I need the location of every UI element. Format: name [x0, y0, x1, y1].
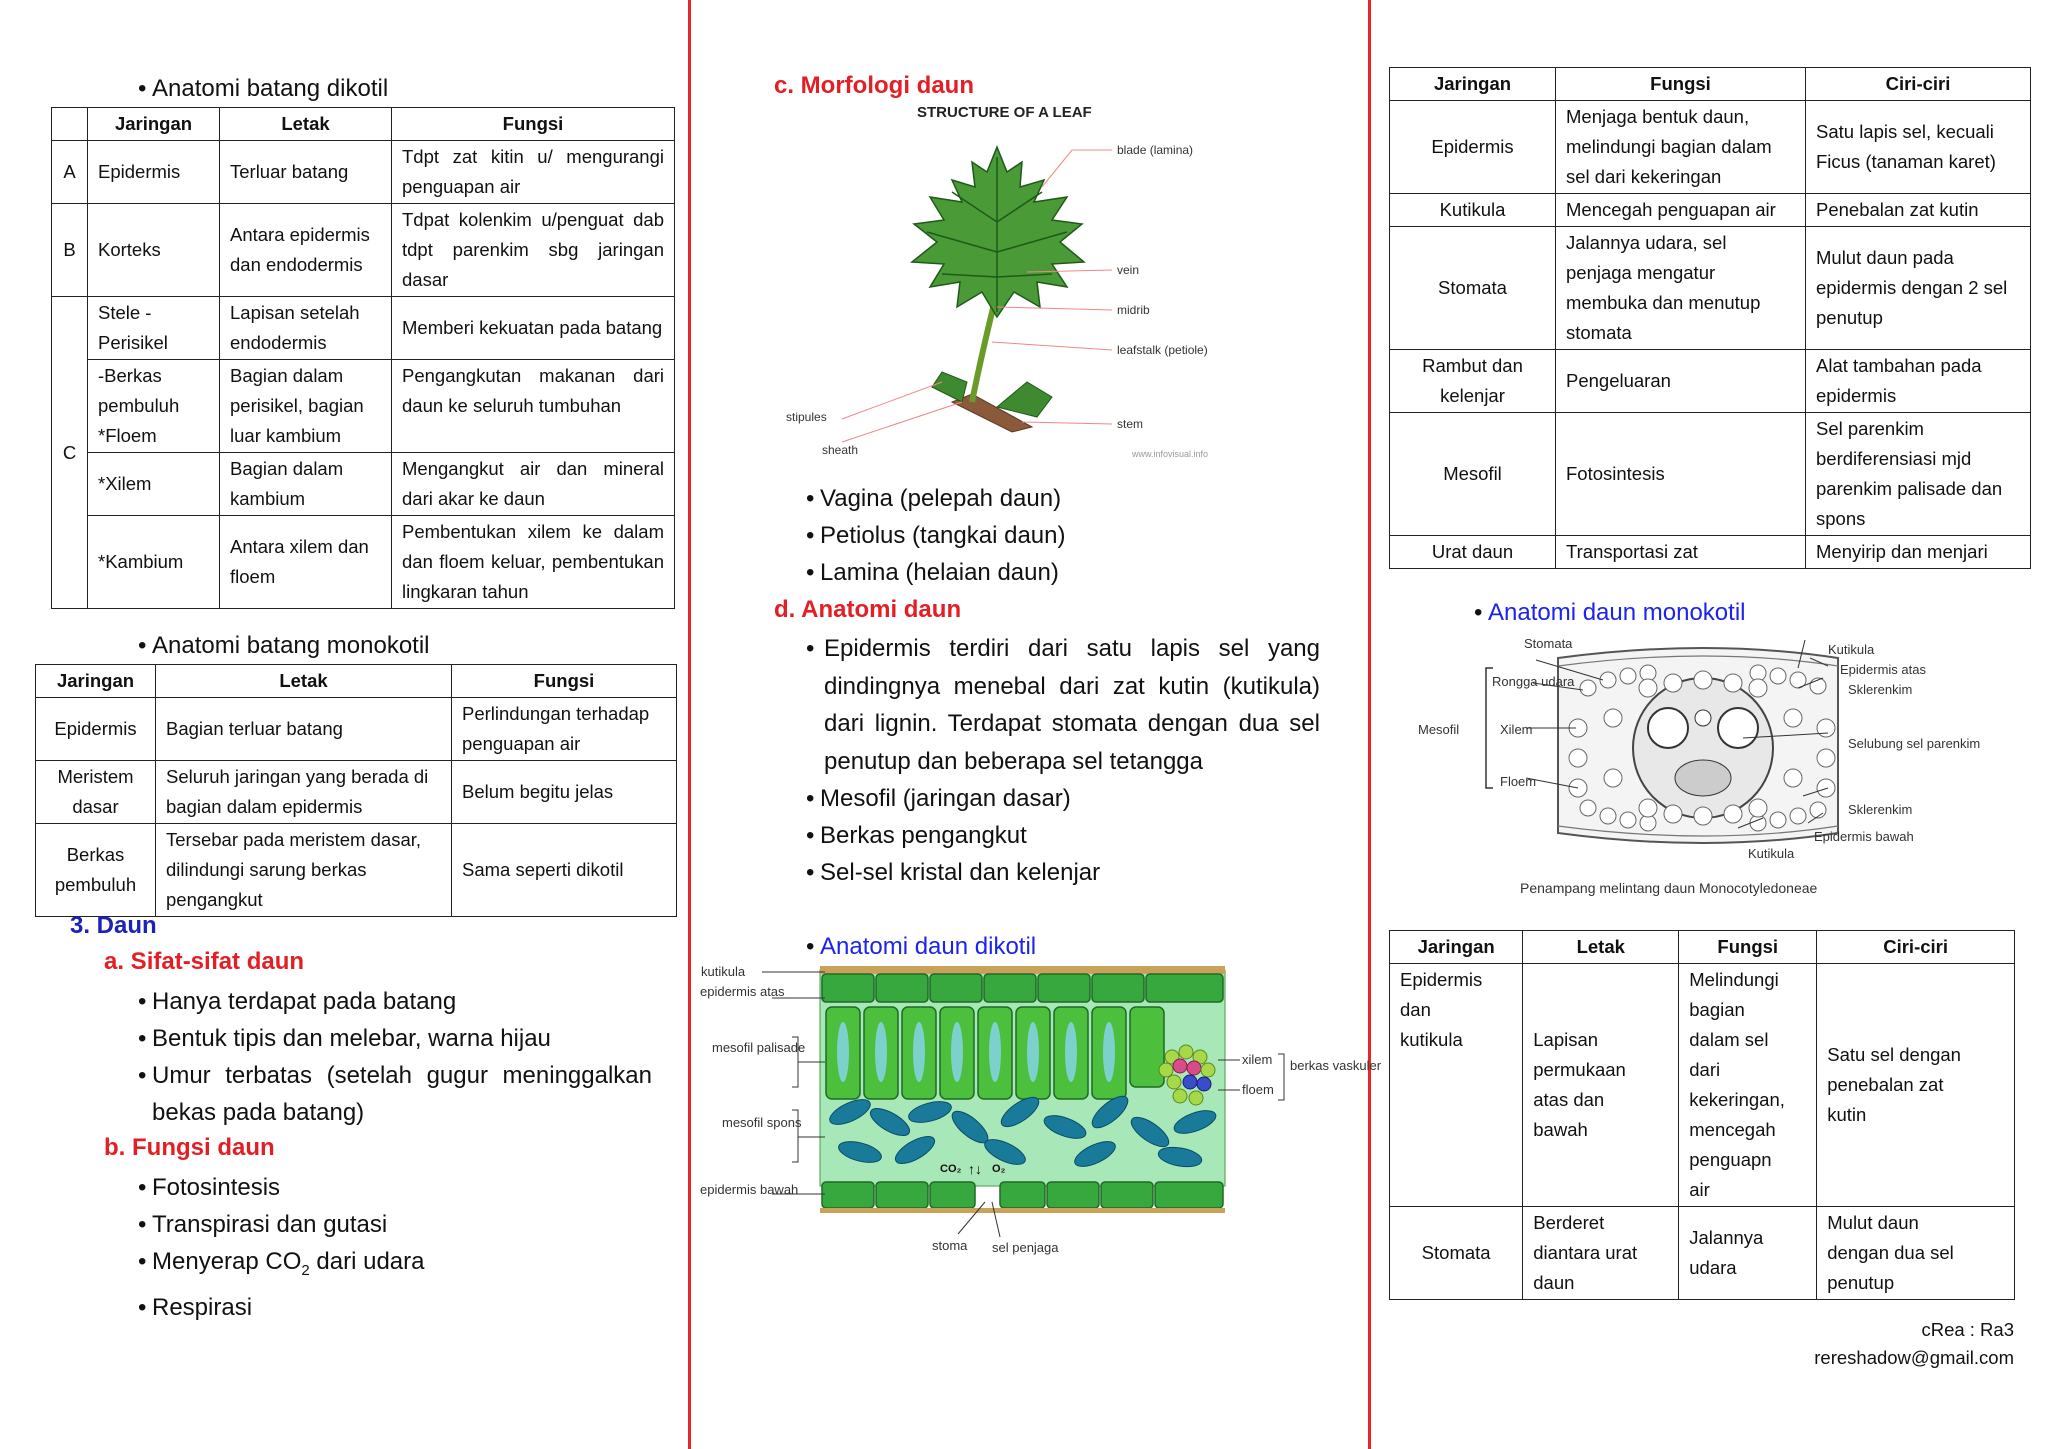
- figure-title: STRUCTURE OF A LEAF: [917, 104, 1092, 121]
- row-group: A: [52, 141, 88, 204]
- label-sklerenkim-bottom: Sklerenkim: [1848, 802, 1913, 817]
- table-cell: Mulut daun pada epidermis dengan 2 sel penutup: [1806, 227, 2031, 350]
- table-cell: Epidermis dan kutikula: [1390, 964, 1523, 1207]
- table-cell: Seluruh jaringan yang berada di bagian dalam epidermis: [156, 761, 452, 824]
- svg-text:↑↓: ↑↓: [968, 1161, 982, 1177]
- label-stipules: stipules: [786, 410, 827, 424]
- table-cell: Bagian dalam perisikel, bagian luar kambium: [220, 360, 392, 453]
- col-header: Letak: [1523, 931, 1679, 964]
- credit-name: cRea : Ra3: [1921, 1319, 2014, 1340]
- table-cell: *Kambium: [88, 516, 220, 609]
- table-cell: Stele -Perisikel: [88, 297, 220, 360]
- label-kutikula: kutikula: [701, 964, 746, 979]
- col-header: Jaringan: [1390, 68, 1556, 101]
- table-row: [1390, 194, 2031, 227]
- table-cell: Mulut daun dengan dua sel penutup: [1817, 1207, 2015, 1300]
- table-cell: Epidermis: [88, 141, 220, 204]
- list-item: • Umur terbatas (setelah gugur meninggalkan bekas pada batang): [138, 1062, 652, 1126]
- table-cell: Sama seperti dikotil: [452, 824, 677, 917]
- table-cell: Pembentukan xilem ke dalam dan floem keluar, pembentukan lingkaran tahun: [392, 516, 675, 609]
- table-cell: Lapisan permukaan atas dan bawah: [1523, 964, 1679, 1207]
- label-sklerenkim-top: Sklerenkim: [1848, 682, 1913, 697]
- batang-dikotil-table: [51, 107, 675, 609]
- table-cell: Tdpat kolenkim u/penguat dab tdpt parenkim sbg jaringan dasar: [392, 204, 675, 297]
- col-header: Fungsi: [452, 665, 677, 698]
- table-row: [1390, 1207, 2015, 1300]
- table-cell: Epidermis: [1390, 101, 1556, 194]
- col-header: Ciri-ciri: [1806, 68, 2031, 101]
- list-item: • Mesofil (jaringan dasar): [806, 785, 1071, 812]
- label-epidermis-atas: Epidermis atas: [1840, 662, 1926, 677]
- table-cell: Lapisan setelah endodermis: [220, 297, 392, 360]
- label-stem: stem: [1117, 417, 1144, 431]
- list-item: • Fotosintesis: [138, 1174, 281, 1201]
- figure-caption: Penampang melintang daun Monocotyledoneae: [1520, 880, 1818, 896]
- table-cell: Transportasi zat: [1556, 536, 1806, 569]
- table-cell: Mengangkut air dan mineral dari akar ke daun: [392, 453, 675, 516]
- table-row: [1390, 413, 2031, 536]
- table-cell: Satu sel dengan penebalan zat kutin: [1817, 964, 2015, 1207]
- table-cell: Alat tambahan pada epidermis: [1806, 350, 2031, 413]
- table-cell: Mencegah penguapan air: [1556, 194, 1806, 227]
- table-cell: Berderet diantara urat daun: [1523, 1207, 1679, 1300]
- table-cell: Tersebar pada meristem dasar, dilindungi sarung berkas pengangkut: [156, 824, 452, 917]
- list-item: • Transpirasi dan gutasi: [138, 1211, 388, 1238]
- author-credit: [1814, 1316, 2014, 1372]
- table-row: [52, 360, 675, 453]
- table-cell: Bagian terluar batang: [156, 698, 452, 761]
- fungsi-daun-heading: b. Fungsi daun: [104, 1134, 275, 1161]
- column-divider-left: [688, 0, 691, 1449]
- table-cell: Kutikula: [1390, 194, 1556, 227]
- col-header-blank: [52, 108, 88, 141]
- dikotil-leaf-figure: [700, 962, 1382, 1262]
- list-item: • Sel-sel kristal dan kelenjar: [806, 859, 1101, 886]
- label-sel-penjaga: sel penjaga: [992, 1240, 1059, 1255]
- table-row: [1390, 227, 2031, 350]
- table-cell: Berkas pembuluh: [36, 824, 156, 917]
- jaringan-daun-table: [1389, 67, 2031, 569]
- table-cell: Sel parenkim berdiferensiasi mjd parenkim palisade dan spons: [1806, 413, 2031, 536]
- col-header: Letak: [220, 108, 392, 141]
- label-xilem: xilem: [1242, 1052, 1273, 1067]
- label-blade: blade (lamina): [1117, 143, 1194, 157]
- label-rongga-udara: Rongga udara: [1492, 674, 1575, 689]
- morfologi-daun-heading: c. Morfologi daun: [774, 72, 974, 99]
- table-row: [1390, 350, 2031, 413]
- table-row: [36, 824, 677, 917]
- table-cell: *Xilem: [88, 453, 220, 516]
- label-epidermis-bawah: epidermis bawah: [700, 1182, 799, 1197]
- dikotil-heading: • Anatomi batang dikotil: [138, 75, 389, 102]
- label-midrib: midrib: [1117, 303, 1150, 317]
- monokotil-leaf-figure: [1408, 628, 1981, 904]
- table-cell: Perlindungan terhadap penguapan air: [452, 698, 677, 761]
- sifat-daun-list: [138, 983, 652, 1131]
- table-cell: Antara xilem dan floem: [220, 516, 392, 609]
- list-item: • Respirasi: [138, 1293, 253, 1321]
- table-cell: Menyirip dan menjari: [1806, 536, 2031, 569]
- label-xilem: Xilem: [1500, 722, 1533, 737]
- figure-credit: www.infovisual.info: [1132, 449, 1209, 459]
- list-item: • Menyerap $CO_2$ dari udara: [138, 1248, 425, 1279]
- table-cell: -Berkas pembuluh *Floem: [88, 360, 220, 453]
- sifat-daun-heading: a. Sifat-sifat daun: [104, 948, 305, 975]
- fungsi-daun-list: [138, 1169, 424, 1326]
- table-cell: Belum begitu jelas: [452, 761, 677, 824]
- table-cell: Jalannya udara, sel penjaga mengatur membuka dan menutup stomata: [1556, 227, 1806, 350]
- table-cell: Terluar batang: [220, 141, 392, 204]
- list-item: • Vagina (pelepah daun): [806, 485, 1062, 512]
- row-group: B: [52, 204, 88, 297]
- label-berkas-vaskuler: berkas vaskuler: [1290, 1058, 1382, 1073]
- col-header: Jaringan: [1390, 931, 1523, 964]
- table-row: [1390, 964, 2015, 1207]
- o2-label: O₂: [992, 1163, 1006, 1175]
- table-cell: Stomata: [1390, 1207, 1523, 1300]
- monokotil-leaf-heading: • Anatomi daun monokotil: [1474, 599, 1746, 626]
- table-cell: Memberi kekuatan pada batang: [392, 297, 675, 360]
- anatomi-daun-heading: d. Anatomi daun: [774, 596, 962, 623]
- co2-label: CO₂: [940, 1163, 962, 1175]
- col-header: Letak: [156, 665, 452, 698]
- table-cell: Melindungi bagian dalam sel dari kekeringan, mencegah penguapn air: [1679, 964, 1817, 1207]
- table-row: [52, 141, 675, 204]
- label-kutikula-top: Kutikula: [1828, 642, 1875, 657]
- table-cell: Pengangkutan makanan dari daun ke seluruh tumbuhan: [392, 360, 675, 453]
- table-cell: Mesofil: [1390, 413, 1556, 536]
- table-cell: Stomata: [1390, 227, 1556, 350]
- label-floem: floem: [1242, 1082, 1274, 1097]
- table-cell: Rambut dan kelenjar: [1390, 350, 1556, 413]
- batang-monokotil-table: [35, 664, 677, 917]
- col-header: Fungsi: [1556, 68, 1806, 101]
- table-row: [52, 516, 675, 609]
- monokotil-heading: • Anatomi batang monokotil: [138, 632, 430, 659]
- table-row: [52, 204, 675, 297]
- table-row: [52, 453, 675, 516]
- label-mesofil: Mesofil: [1418, 722, 1460, 737]
- table-cell: Korteks: [88, 204, 220, 297]
- label-stoma: stoma: [932, 1238, 968, 1253]
- anatomi-list: [806, 630, 1320, 891]
- label-mesofil-palisade: mesofil palisade: [712, 1040, 806, 1055]
- table-row: [1390, 536, 2031, 569]
- list-item: • Hanya terdapat pada batang: [138, 988, 457, 1015]
- table-cell: Satu lapis sel, kecuali Ficus (tanaman karet): [1806, 101, 2031, 194]
- table-cell: Meristem dasar: [36, 761, 156, 824]
- credit-email[interactable]: rereshadow@gmail.com: [1814, 1347, 2014, 1368]
- dikotil-leaf-heading: • Anatomi daun dikotil: [806, 933, 1037, 960]
- table-row: [36, 698, 677, 761]
- label-epidermis-atas: epidermis atas: [700, 984, 785, 999]
- label-epidermis-bawah: Epidermis bawah: [1814, 829, 1914, 844]
- table-cell: Jalannya udara: [1679, 1207, 1817, 1300]
- leaf-structure-figure: [782, 102, 1220, 462]
- label-petiole: leafstalk (petiole): [1117, 343, 1208, 357]
- table-cell: Tdpt zat kitin u/ mengurangi penguapan air: [392, 141, 675, 204]
- table-cell: Bagian dalam kambium: [220, 453, 392, 516]
- list-item: • Bentuk tipis dan melebar, warna hijau: [138, 1025, 551, 1052]
- table-cell: Epidermis: [36, 698, 156, 761]
- table-row: [52, 297, 675, 360]
- table-cell: Fotosintesis: [1556, 413, 1806, 536]
- list-item: • Berkas pengangkut: [806, 822, 1027, 849]
- table-row: [36, 761, 677, 824]
- morfologi-list: [806, 480, 1065, 591]
- row-group: C: [52, 297, 88, 609]
- label-vein: vein: [1117, 263, 1140, 277]
- label-mesofil-spons: mesofil spons: [722, 1115, 802, 1130]
- label-sheath: sheath: [822, 443, 859, 457]
- list-item: • Petiolus (tangkai daun): [806, 522, 1066, 549]
- table-cell: Antara epidermis dan endodermis: [220, 204, 392, 297]
- label-floem: Floem: [1500, 774, 1537, 789]
- label-selubung-sel: Selubung sel parenkim: [1848, 736, 1981, 751]
- col-header: Jaringan: [36, 665, 156, 698]
- list-item: • Epidermis terdiri dari satu lapis sel yang dindingnya menebal dari zat kutin (kutikula) dari lignin. Terdapat stomata dengan dua sel penutup dan beberapa sel tetangga: [806, 635, 1320, 775]
- letak-daun-table: [1389, 930, 2015, 1300]
- col-header: Jaringan: [88, 108, 220, 141]
- table-row: [1390, 101, 2031, 194]
- col-header: Fungsi: [1679, 931, 1817, 964]
- table-cell: Urat daun: [1390, 536, 1556, 569]
- col-header: Ciri-ciri: [1817, 931, 2015, 964]
- label-kutikula-bottom: Kutikula: [1748, 846, 1795, 861]
- table-cell: Penebalan zat kutin: [1806, 194, 2031, 227]
- col-header: Fungsi: [392, 108, 675, 141]
- table-cell: Menjaga bentuk daun, melindungi bagian dalam sel dari kekeringan: [1556, 101, 1806, 194]
- label-stomata: Stomata: [1524, 636, 1573, 651]
- table-cell: Pengeluaran: [1556, 350, 1806, 413]
- daun-heading: 3. Daun: [70, 912, 157, 939]
- list-item: • Lamina (helaian daun): [806, 559, 1059, 586]
